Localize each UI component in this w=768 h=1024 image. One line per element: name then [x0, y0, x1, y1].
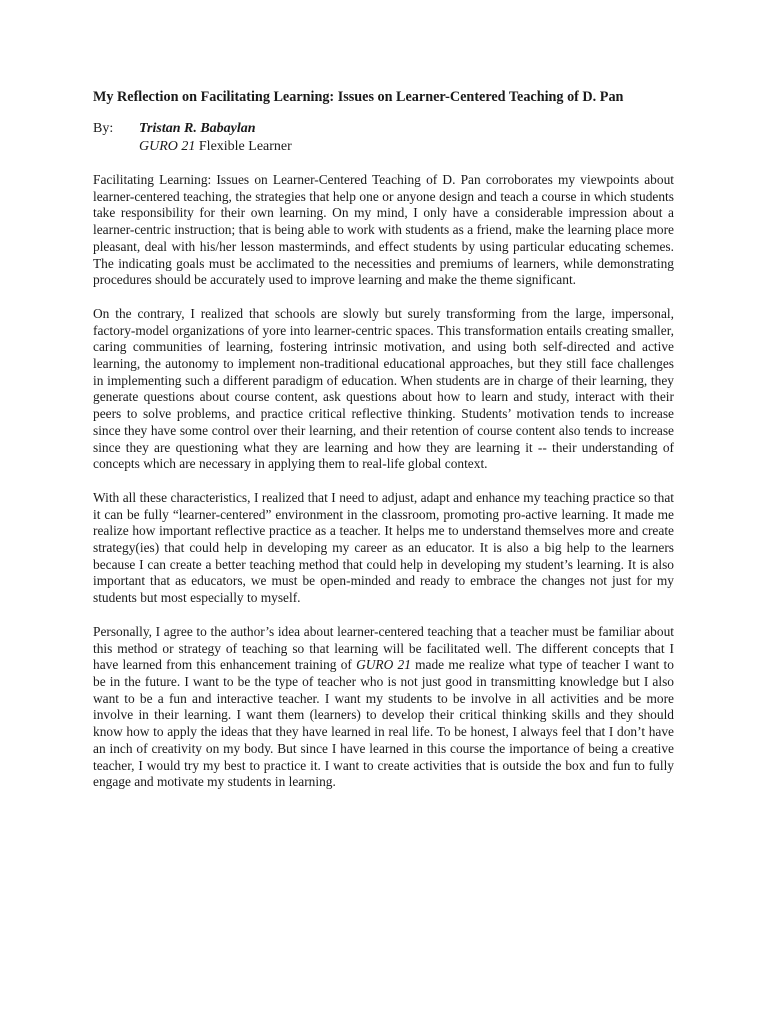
paragraph-3: With all these characteristics, I realized that I need to adjust, adapt and enhance my teaching practice so that it can be fully “learner-centered” environment in the classroom, promoting pro-active learning. It made me realize how important reflective practice as a teacher. It helps me to understand themselves more and create strategy(ies) that could help in developing my career as an educator. It is also a big help to the learners because I can create a better teaching method that could help in developing my student’s learning. It is also important that as educators, we must be open-minded and ready to embrace the changes not just for my students but most especially to myself.: [93, 489, 674, 606]
by-label: By:: [93, 121, 114, 136]
author-program: GURO 21: [139, 139, 196, 154]
paragraph-2: On the contrary, I realized that schools are slowly but surely transforming from the large, impersonal, factory-model organizations of yore into learner-centric spaces. This transformation entails creating smaller, caring communities of learning, fostering intrinsic motivation, and using both self-directed and active learning, the autonomy to implement non-traditional educational approaches, but they still face challenges in implementing such a different paradigm of education. When students are in charge of their learning, they generate questions about course content, ask questions about how to learn and study, interact with their peers to solve problems, and practice critical reflective thinking. Students’ motivation tends to increase since they have some control over their learning, and their retention of course content also tends to increase since they are questioning what they are learning and how they are learning it -- their understanding of concepts which are necessary in applying them to real-life global context.: [93, 305, 674, 472]
document-title: My Reflection on Facilitating Learning: Issues on Learner-Centered Teaching of D. Pan: [93, 89, 624, 105]
author-role: [139, 138, 292, 155]
paragraph-1: Facilitating Learning: Issues on Learner-Centered Teaching of D. Pan corroborates my viewpoints about learner-centered teaching, the strategies that help one or anyone design and teach a course in which students take responsibility for their own learning. On my mind, I only have a considerable impression about a learner-centric instruction; that is being able to work with students as a friend, make the learning place more pleasant, deal with his/her lesson masterminds, and effect students by using particular educating schemes. The indicating goals must be acclimated to the necessities and premiums of learners, while demonstrating procedures should be accurately used to improve learning and make the theme significant.: [93, 172, 674, 288]
document-body: [93, 172, 674, 808]
paragraph-4-emphasis: GURO 21: [356, 657, 411, 673]
author-name: Tristan R. Babaylan: [139, 121, 256, 136]
paragraph-4-part-1: Personally, I agree to the author’s idea about learner-centered teaching that a teacher must be familiar about this method or strategy of teaching so that learning will be facilitated well. The different concepts that I have learned from this enhancement training of: [93, 623, 674, 673]
paragraph-4: [93, 624, 674, 791]
author-role-label: Flexible Learner: [198, 139, 292, 154]
paragraph-4-part-2: made me realize what type of teacher I want to be in the future. I want to be the type of teacher who is not just good in transmitting knowledge but I also want to be a fun and interactive teacher. I want my students to be involve in all activities and be more involve in their learning. I want them (learners) to develop their critical thinking skills and they should know how to apply the ideas that they have learned in real life. To be honest, I always feel that I don’t have an inch of creativity on my body. But since I have learned in this course the importance of being a creative teacher, I would try my best to practice it. I want to create activities that is outside the box and fun to fully engage and motivate my students in learning.: [93, 657, 674, 790]
